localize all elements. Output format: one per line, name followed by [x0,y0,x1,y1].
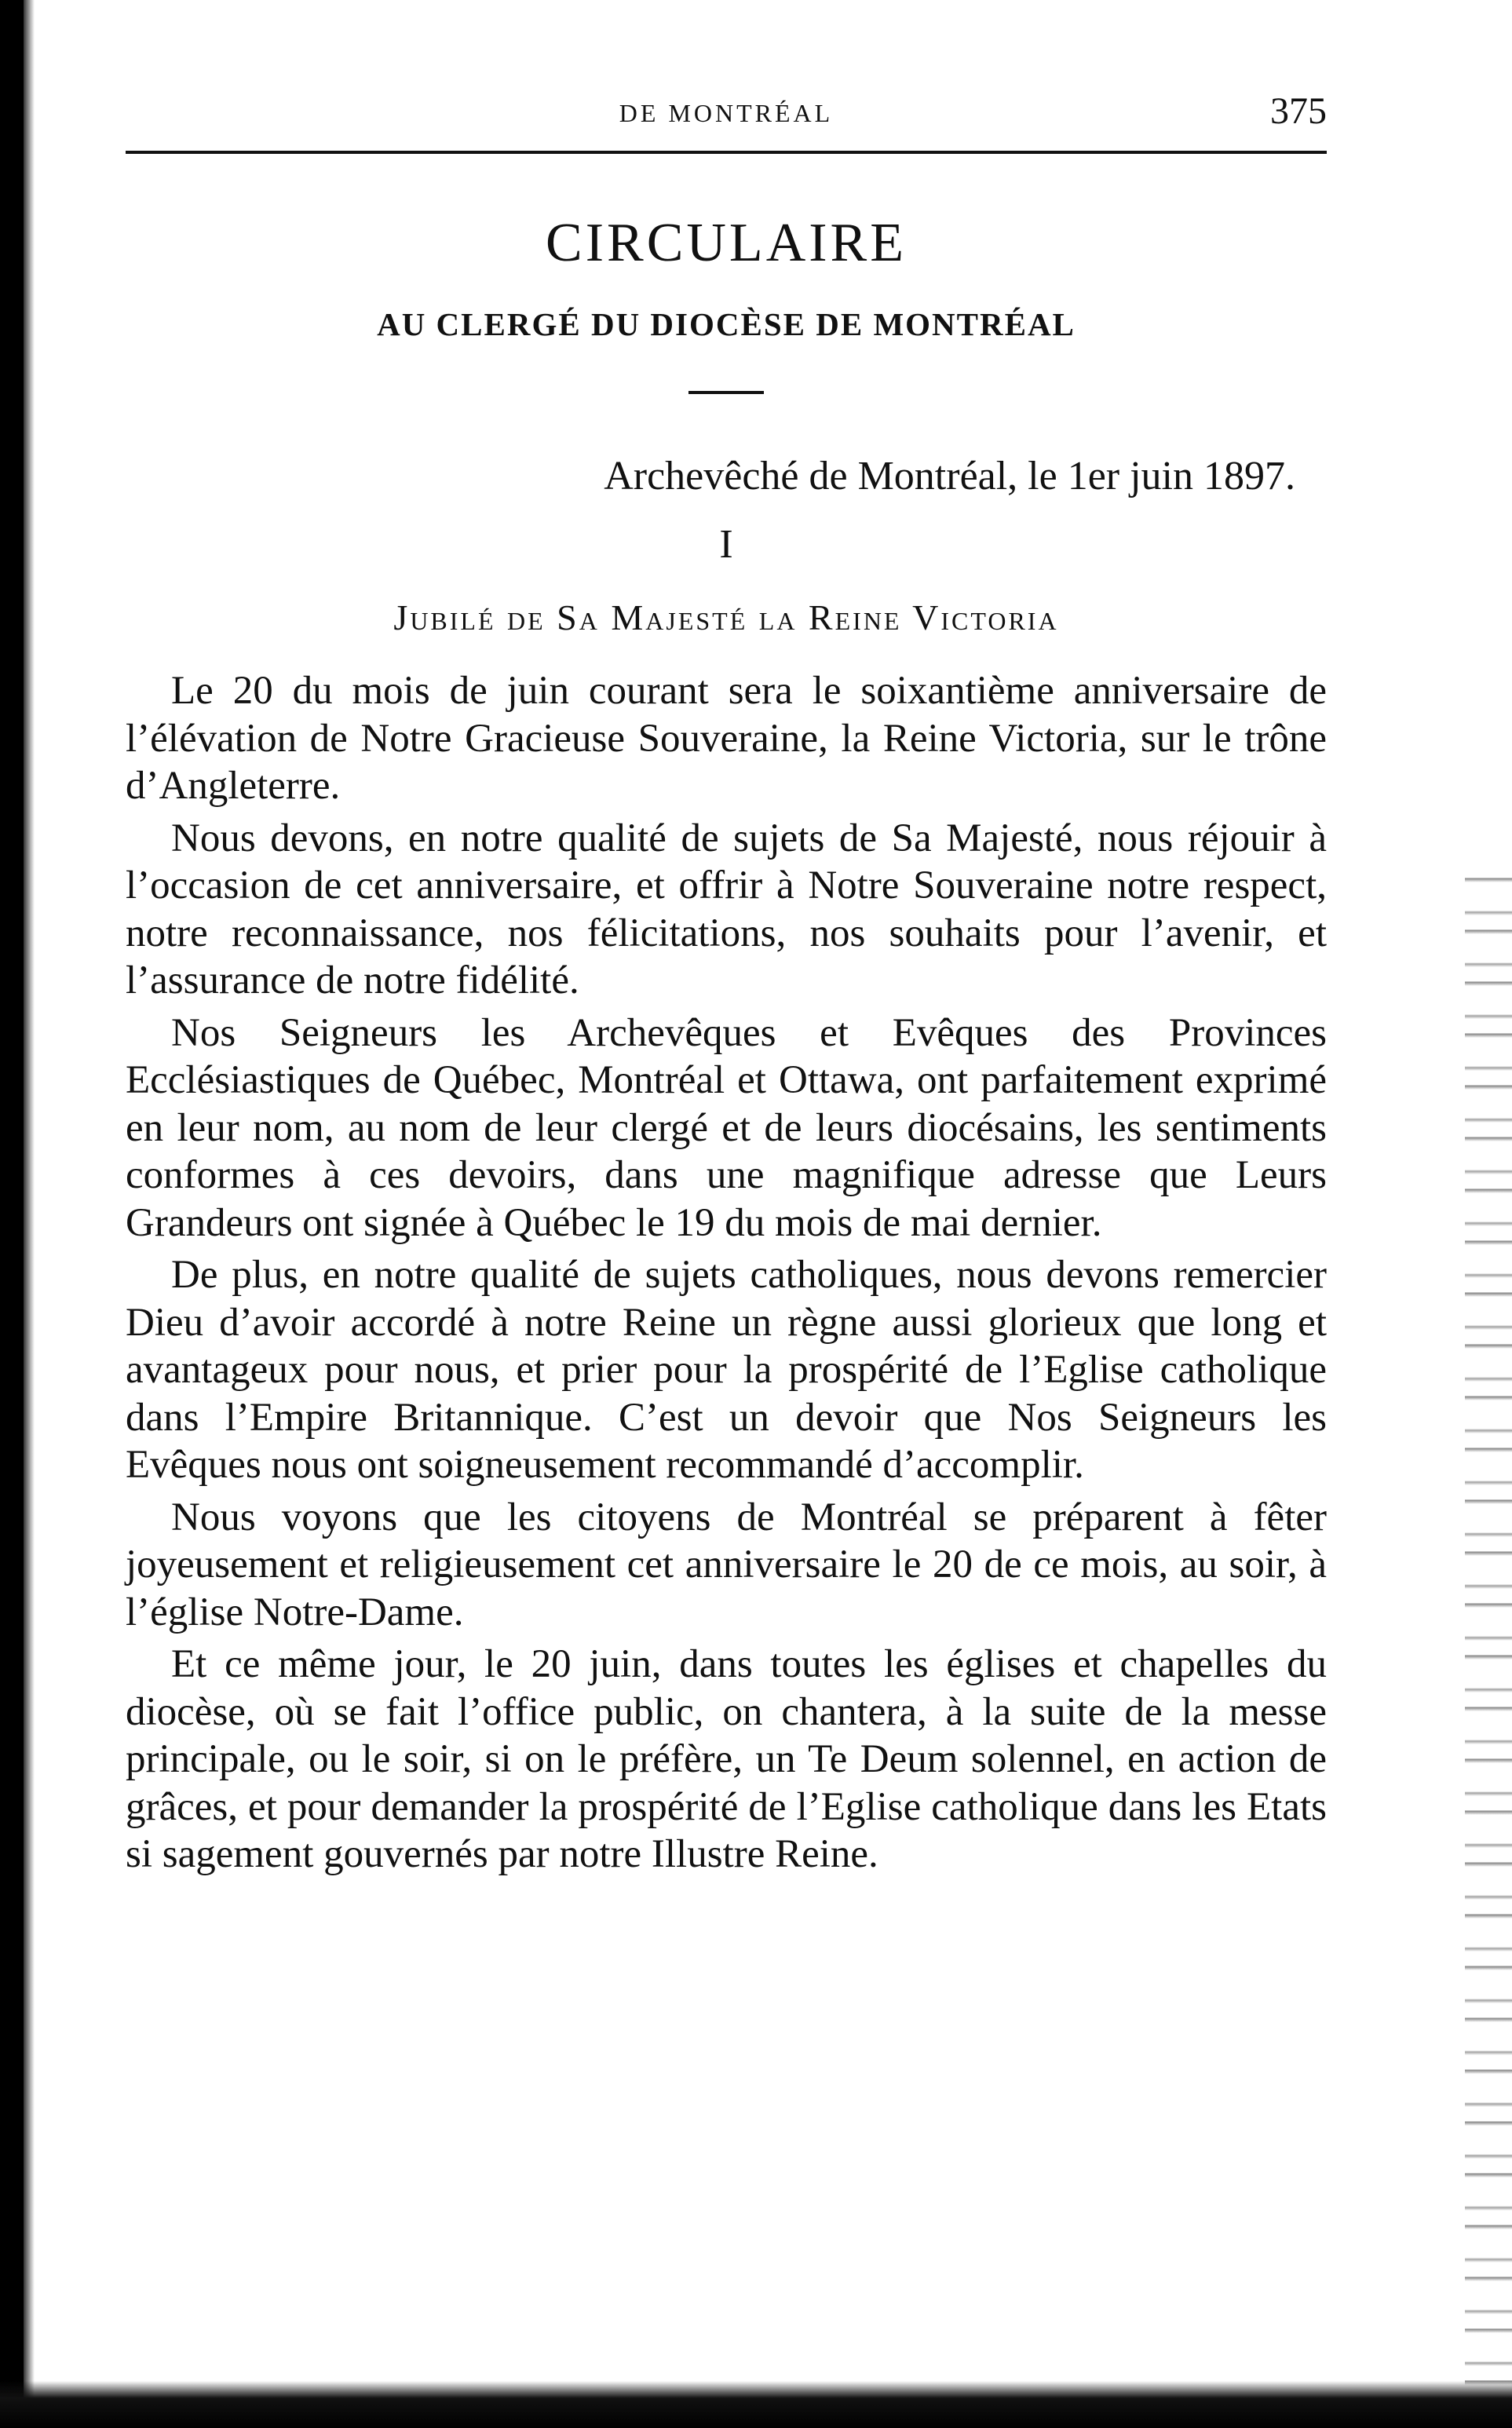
book-page [126,86,1327,1879]
section-number: I [719,522,733,567]
scan-edge-left [0,0,24,2428]
document-title: CIRCULAIRE [546,213,907,273]
paragraph: Et ce même jour, le 20 juin, dans toutes les églises et chapelles du diocèse, où se fait l’office public, on chantera, à la suite de la messe principale, ou le soir, si on le préfère, un Te Deum solennel, en action de grâces, et pour demander la prospérité de l’Eglise catholique dans les Etats si sagement gouvernés par notre Illustre Reine. [126,1642,1327,1876]
paragraph: Nous devons, en notre qualité de sujets de Sa Majesté, nous réjouir à l’occasion de cet anniversaire, et offrir à Notre Souveraine notre respect, notre reconnaissance, nos félicitations, nos souhaits pour l’avenir, et l’assurance de notre fidélité. [126,816,1327,1002]
paragraph: De plus, en notre qualité de sujets catholiques, nous devons remercier Dieu d’avoir accordé à notre Reine un règne aussi glorieux que long et avantageux pour nous, et prier pour la prospérité de l’Eglise catholique dans l’Empire Britannique. C’est un devoir que Nos Seigneurs les Evêques nous ont soigneusement recommandé d’accomplir. [126,1253,1327,1487]
dateline: Archevêché de Montréal, le 1er juin 1897. [604,454,1295,498]
body-text [126,667,1327,1879]
running-head [126,86,1327,141]
document-subtitle: AU CLERGÉ DU DIOCÈSE DE MONTRÉAL [377,306,1076,342]
running-title: DE MONTRÉAL [619,99,834,127]
page-number: 375 [1270,90,1327,132]
paragraph: Nos Seigneurs les Archevêques et Evêques des Provinces Ecclésiastiques de Québec, Montréal et Ottawa, ont parfaitement exprimé en leur nom, au nom de leur clergé et de leurs diocésains, les sentiments conformes à ces devoirs, dans une magnifique adresse que Leurs Grandeurs ont signée à Québec le 19 du mois de mai dernier. [126,1010,1327,1245]
header-rule [126,151,1327,154]
title-separator [688,391,764,394]
scan-edge-bottom [0,2381,1512,2428]
paragraph: Le 20 du mois de juin courant sera le soixantième anniversaire de l’élévation de Notre Gracieuse Souveraine, la Reine Victoria, sur le trône d’Angleterre. [126,669,1327,808]
scan-edge-right [1465,863,1512,2428]
section-heading: Jubilé de Sa Majesté la Reine Victoria [393,597,1059,637]
paragraph: Nous voyons que les citoyens de Montréal se préparent à fêter joyeusement et religieusement cet anniversaire le 20 de ce mois, au soir, à l’église Notre-Dame. [126,1495,1327,1634]
